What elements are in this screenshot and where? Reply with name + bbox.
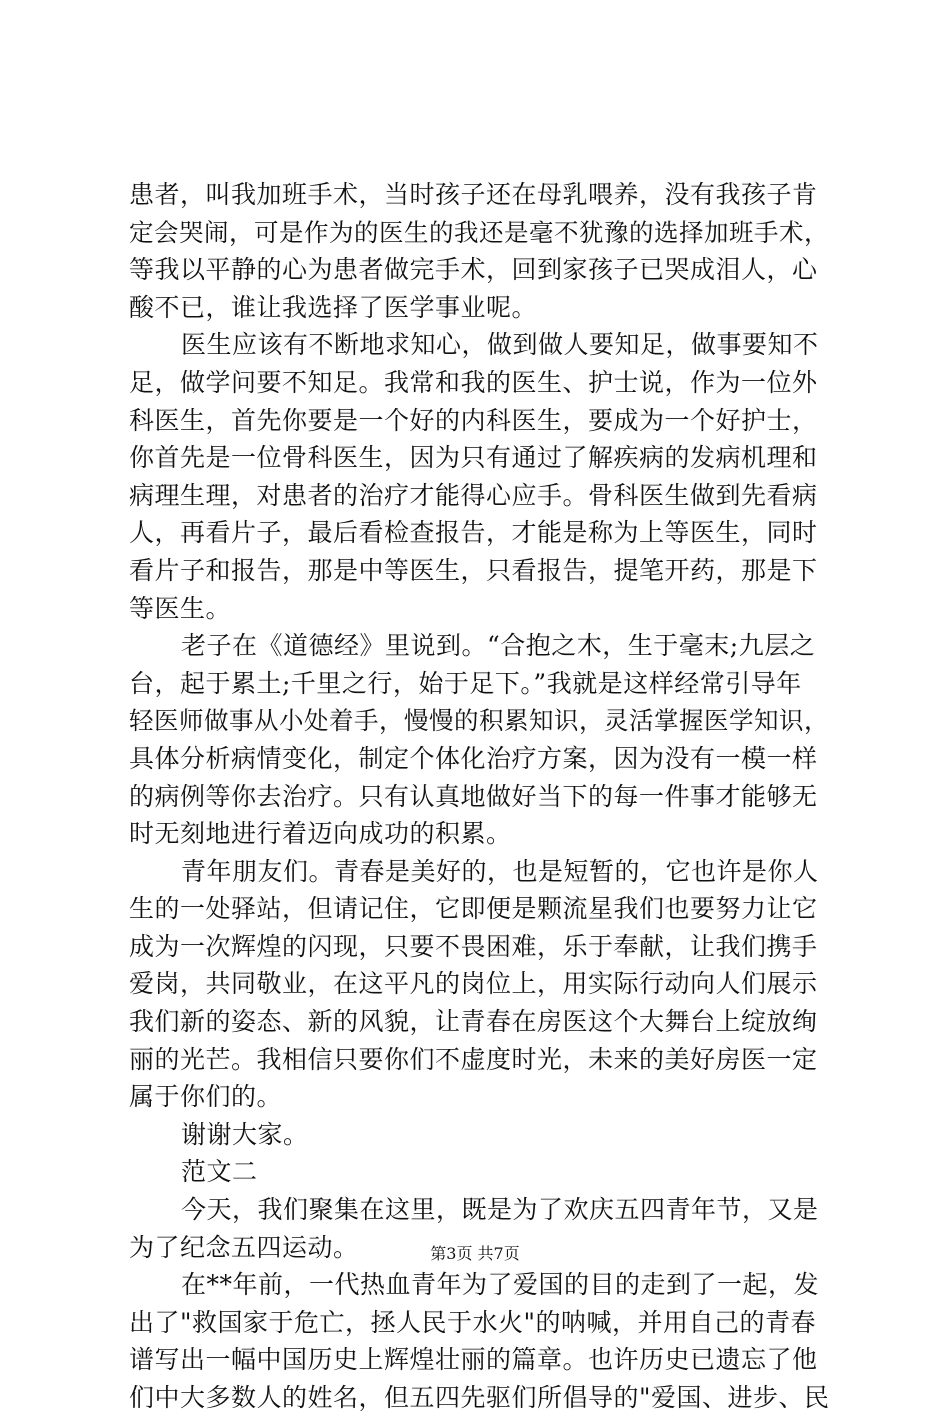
text-line: 在**年前，一代热血青年为了爱国的目的走到了一起，发 (181, 1270, 820, 1300)
text-line: 时无刻地进行着迈向成功的积累。 (129, 819, 512, 849)
text-line: 等医生。 (129, 593, 232, 623)
text-line: 丽的光芒。我相信只要你们不虚度时光，未来的美好房医一定 (129, 1044, 818, 1074)
page-footer: 第3页 共7页 (430, 1244, 520, 1263)
text-line: 属于你们的。 (129, 1082, 283, 1112)
text-line: 老子在《道德经》里说到。“合抱之木，生于毫末;九层之 (181, 631, 816, 661)
text-line: 看片子和报告，那是中等医生，只看报告，提笔开药，那是下 (129, 555, 818, 585)
text-line: 医生应该有不断地求知心，做到做人要知足，做事要知不 (181, 330, 819, 360)
text-line: 科医生，首先你要是一个好的内科医生，要成为一个好护士， (129, 405, 818, 435)
text-line: 们中大多数人的姓名，但五四先驱们所倡导的"爱国、进步、民 (129, 1383, 830, 1412)
text-line: 病理生理，对患者的治疗才能得心应手。骨科医生做到先看病 (129, 480, 818, 510)
text-line: 定会哭闹，可是作为的医生的我还是毫不犹豫的选择加班手术， (129, 217, 829, 247)
text-line: 谱写出一幅中国历史上辉煌壮丽的篇章。也许历史已遗忘了他 (129, 1345, 818, 1375)
text-line: 酸不已，谁让我选择了医学事业呢。 (129, 292, 538, 322)
text-line: 成为一次辉煌的闪现，只要不畏困难，乐于奉献，让我们携手 (129, 931, 818, 961)
text-line: 等我以平静的心为患者做完手术，回到家孩子已哭成泪人，心 (129, 255, 818, 285)
text-line: 的病例等你去治疗。只有认真地做好当下的每一件事才能够无 (129, 781, 818, 811)
text-line: 轻医师做事从小处着手，慢慢的积累知识，灵活掌握医学知识， (129, 706, 829, 736)
text-line: 为了纪念五四运动。 (129, 1232, 359, 1262)
text-line: 范文二 (181, 1157, 258, 1187)
text-line: 台，起于累土;千里之行，始于足下。”我就是这样经常引导年 (129, 668, 802, 698)
text-line: 生的一处驿站，但请记住，它即便是颗流星我们也要努力让它 (129, 894, 818, 924)
text-line: 人，再看片子，最后看检查报告，才能是称为上等医生，同时 (129, 518, 818, 548)
body-text (129, 176, 834, 1417)
text-line: 你首先是一位骨科医生，因为只有通过了解疾病的发病机理和 (129, 443, 818, 473)
text-line: 患者，叫我加班手术，当时孩子还在母乳喂养，没有我孩子肯 (129, 180, 818, 209)
text-line: 青年朋友们。青春是美好的，也是短暂的，它也许是你人 (181, 856, 819, 886)
text-line: 具体分析病情变化，制定个体化治疗方案，因为没有一模一样 (129, 743, 818, 773)
text-line: 足，做学问要不知足。我常和我的医生、护士说，作为一位外 (129, 367, 818, 397)
text-line: 我们新的姿态、新的风貌，让青春在房医这个大舞台上绽放绚 (129, 1007, 818, 1037)
text-line: 出了"救国家于危亡，拯人民于水火"的呐喊，并用自己的青春 (129, 1307, 817, 1337)
text-line: 谢谢大家。 (181, 1119, 309, 1149)
text-line: 爱岗，共同敬业，在这平凡的岗位上，用实际行动向人们展示 (129, 969, 818, 999)
text-line: 今天，我们聚集在这里，既是为了欢庆五四青年节，又是 (181, 1195, 819, 1225)
